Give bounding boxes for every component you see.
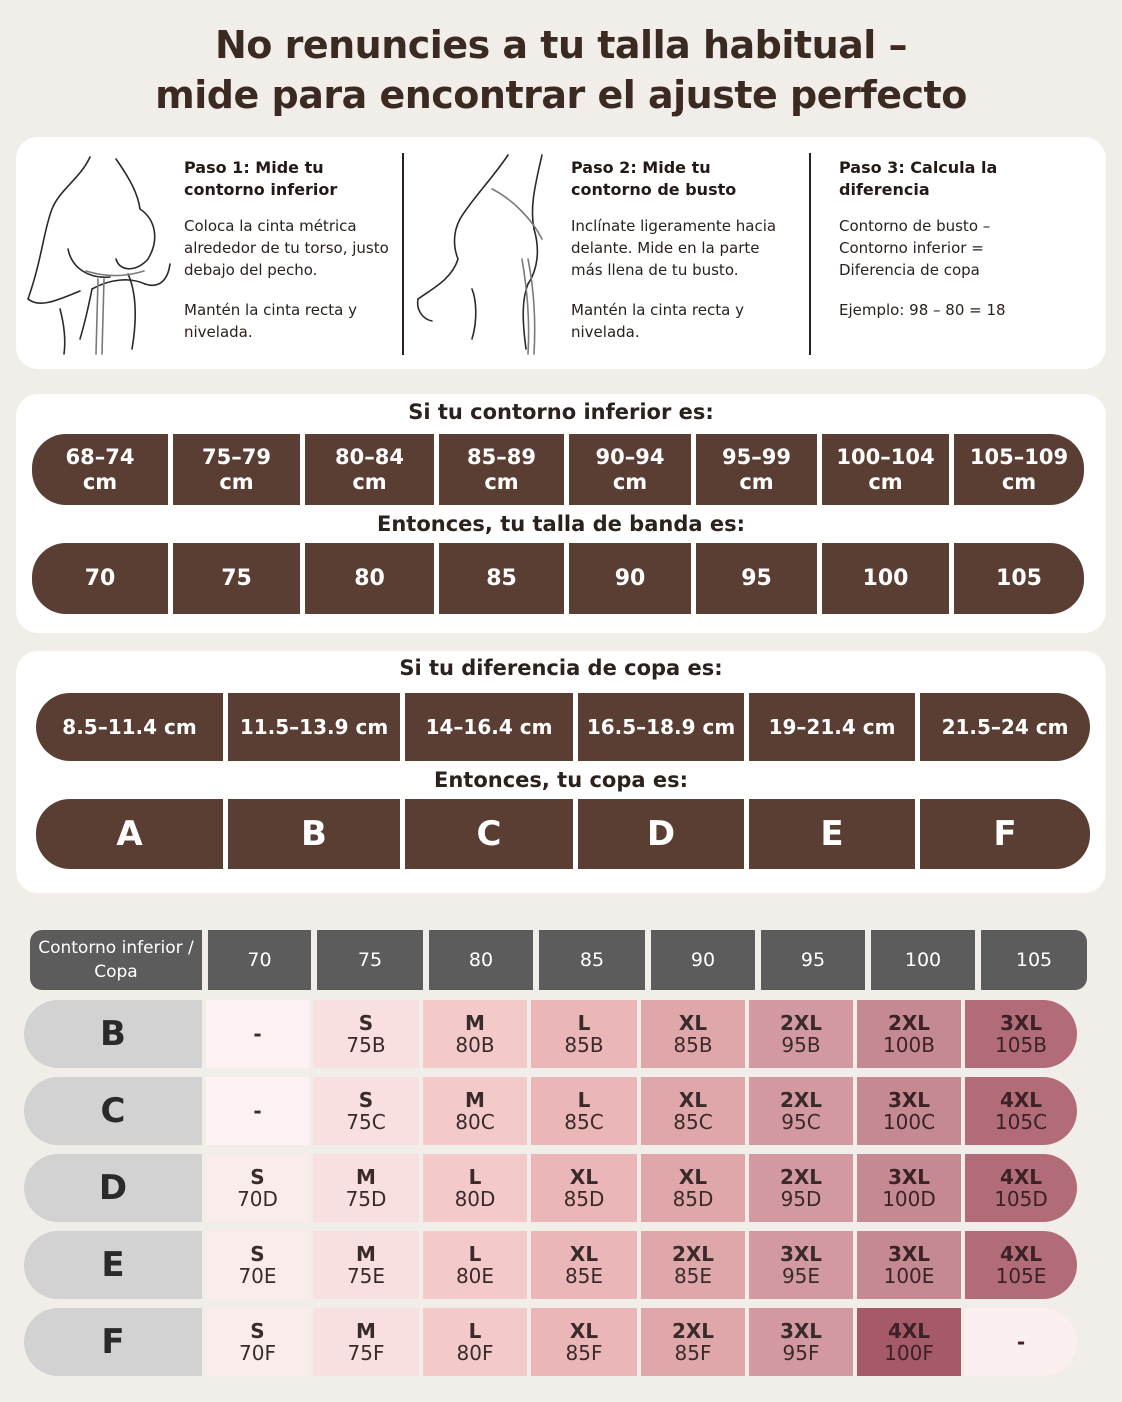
size-code: 75E: [346, 1264, 386, 1288]
title-line-2: mide para encontrar el ajuste perfecto: [155, 73, 967, 117]
size-label: -: [1016, 1330, 1026, 1354]
size-code: 75D: [345, 1187, 387, 1211]
range-unit: cm: [219, 469, 254, 494]
size-cell: [531, 1231, 637, 1299]
underbust-range-pill: [173, 434, 300, 505]
table-row: [24, 1308, 1092, 1376]
measurement-steps-card: [16, 137, 1106, 369]
size-label: 4XL: [999, 1242, 1043, 1266]
size-label: L: [577, 1088, 591, 1112]
band-column-header: 85: [539, 930, 645, 990]
page-title: [0, 20, 1122, 120]
size-cell: [749, 1000, 853, 1068]
size-code: 85D: [672, 1187, 714, 1211]
size-label: XL: [678, 1165, 708, 1189]
band-size-pill: 90: [569, 543, 691, 614]
size-cell: [965, 1000, 1077, 1068]
step-1: [184, 157, 394, 361]
underbust-range-pill: [822, 434, 949, 505]
size-label: 4XL: [999, 1088, 1043, 1112]
band-column-header: 80: [429, 930, 533, 990]
size-code: 75B: [346, 1033, 386, 1057]
size-cell: [423, 1308, 527, 1376]
size-code: 85B: [564, 1033, 604, 1057]
size-label: 3XL: [999, 1011, 1043, 1035]
table-corner-header: Contorno inferior / Copa: [30, 930, 202, 990]
size-label: 3XL: [779, 1319, 823, 1343]
size-label: 3XL: [887, 1242, 931, 1266]
cup-difference-pill: 21.5–24 cm: [920, 693, 1090, 761]
size-code: 70F: [239, 1341, 276, 1365]
table-row: [24, 1000, 1092, 1068]
underbust-range-row: [32, 434, 1084, 505]
size-code: 85F: [565, 1341, 603, 1365]
band-column-header: 70: [208, 930, 311, 990]
cup-letter-pill: D: [578, 799, 744, 869]
range-value: 90–94: [595, 444, 665, 469]
size-cell: [641, 1308, 745, 1376]
step-3-example: Ejemplo: 98 – 80 = 18: [839, 301, 1006, 319]
size-cell: [749, 1308, 853, 1376]
cup-letter-pill: F: [920, 799, 1090, 869]
band-size-row: [32, 543, 1084, 614]
size-cell: [423, 1000, 527, 1068]
size-cell: [313, 1308, 419, 1376]
size-label: S: [250, 1242, 265, 1266]
size-label: 3XL: [779, 1242, 823, 1266]
size-code: 95B: [781, 1033, 821, 1057]
size-cell: [206, 1077, 309, 1145]
size-cell: [423, 1154, 527, 1222]
size-cell: [857, 1000, 961, 1068]
size-cell: [641, 1154, 745, 1222]
size-label: M: [356, 1165, 376, 1189]
size-label: S: [358, 1011, 374, 1035]
title-line-1: No renuncies a tu talla habitual –: [214, 23, 908, 67]
underbust-range-pill: [954, 434, 1084, 505]
cup-row-label: E: [24, 1231, 202, 1299]
cup-difference-pill: 14–16.4 cm: [405, 693, 573, 761]
size-cell: [749, 1231, 853, 1299]
cup-letter-pill: C: [405, 799, 573, 869]
range-value: 68–74: [65, 444, 135, 469]
band-size-pill: 80: [305, 543, 434, 614]
range-value: 95–99: [722, 444, 791, 469]
cup-difference-row: [36, 693, 1090, 761]
size-label: M: [465, 1011, 485, 1035]
size-code: 80E: [455, 1264, 495, 1288]
range-value: 85–89: [467, 444, 536, 469]
size-code: 100E: [883, 1264, 935, 1288]
size-cell: [313, 1000, 419, 1068]
cup-letter-pill: A: [36, 799, 223, 869]
cup-size-card: [16, 651, 1106, 893]
size-cell: [857, 1231, 961, 1299]
cup-letter-pill: E: [749, 799, 915, 869]
band-column-header: 100: [871, 930, 975, 990]
size-code: 85F: [674, 1341, 712, 1365]
size-code: 100F: [884, 1341, 934, 1365]
size-code: 75C: [346, 1110, 386, 1134]
cup-letter-row: [36, 799, 1090, 869]
cup-row-label: D: [24, 1154, 202, 1222]
size-cell: [206, 1308, 309, 1376]
size-cell: [531, 1000, 637, 1068]
step-3: [839, 157, 1089, 339]
size-label: M: [356, 1242, 376, 1266]
size-cell: [423, 1231, 527, 1299]
size-cell: [206, 1154, 309, 1222]
size-label: XL: [569, 1242, 599, 1266]
size-code: 100B: [883, 1033, 935, 1057]
size-code: 85D: [563, 1187, 605, 1211]
size-label: XL: [678, 1011, 708, 1035]
size-cell: [206, 1231, 309, 1299]
size-label: 3XL: [887, 1088, 931, 1112]
size-cell: [749, 1154, 853, 1222]
step-2-text: Inclínate ligeramente hacia delante. Mide en la parte más llena de tu busto.: [571, 217, 777, 279]
size-label: 2XL: [671, 1242, 715, 1266]
size-code: 105D: [994, 1187, 1048, 1211]
range-value: 75–79: [202, 444, 271, 469]
cup-difference-pill: 11.5–13.9 cm: [228, 693, 400, 761]
size-code: 80D: [454, 1187, 496, 1211]
band-column-header: 105: [981, 930, 1087, 990]
step-1-text: Coloca la cinta métrica alrededor de tu torso, justo debajo del pecho.: [184, 217, 389, 279]
cup-difference-pill: 8.5–11.4 cm: [36, 693, 223, 761]
band-column-header: 90: [651, 930, 755, 990]
size-label: L: [468, 1165, 482, 1189]
size-label: 3XL: [887, 1165, 931, 1189]
cup-difference-pill: 16.5–18.9 cm: [578, 693, 744, 761]
range-value: 105–109: [969, 444, 1069, 469]
range-unit: cm: [1001, 469, 1037, 494]
size-label: 4XL: [999, 1165, 1043, 1189]
band-size-card: [16, 394, 1106, 633]
range-unit: cm: [868, 469, 903, 494]
size-label: L: [468, 1242, 482, 1266]
table-row: [24, 1077, 1092, 1145]
band-size-pill: 105: [954, 543, 1084, 614]
range-value: 80–84: [335, 444, 404, 469]
step-2: [571, 157, 786, 361]
step-divider-1: [402, 153, 404, 355]
size-label: 2XL: [671, 1319, 715, 1343]
range-value: 100–104: [836, 444, 935, 469]
size-cell: [206, 1000, 309, 1068]
step-2-note: Mantén la cinta recta y nivelada.: [571, 301, 744, 341]
size-cell: [531, 1308, 637, 1376]
band-column-header: 95: [761, 930, 865, 990]
size-label: S: [250, 1165, 265, 1189]
step-1-note: Mantén la cinta recta y nivelada.: [184, 301, 357, 341]
size-code: 95D: [780, 1187, 822, 1211]
step-1-title: Paso 1: Mide tu contorno inferior: [184, 158, 338, 199]
size-cell: [965, 1308, 1077, 1376]
size-label: XL: [569, 1319, 599, 1343]
size-code: 85E: [673, 1264, 713, 1288]
size-code: 85C: [673, 1110, 713, 1134]
size-label: 4XL: [887, 1319, 931, 1343]
range-unit: cm: [484, 469, 519, 494]
size-label: -: [253, 1022, 262, 1046]
size-code: 95F: [782, 1341, 820, 1365]
size-code: 70D: [237, 1187, 278, 1211]
range-unit: cm: [739, 469, 774, 494]
size-label: -: [253, 1099, 262, 1123]
band-column-header: 75: [317, 930, 423, 990]
size-label: S: [358, 1088, 374, 1112]
underbust-range-pill: [439, 434, 564, 505]
size-cell: [857, 1077, 961, 1145]
size-label: M: [356, 1319, 376, 1343]
range-unit: cm: [612, 469, 648, 494]
cup-letter-pill: B: [228, 799, 400, 869]
step-divider-2: [809, 153, 811, 355]
cup-row-label: C: [24, 1077, 202, 1145]
table-header-row: [30, 930, 1087, 990]
size-code: 80C: [455, 1110, 495, 1134]
size-label: 2XL: [779, 1088, 823, 1112]
underbust-heading: Si tu contorno inferior es:: [408, 400, 714, 424]
band-size-pill: 95: [696, 543, 817, 614]
size-cell: [423, 1077, 527, 1145]
size-cell: [965, 1231, 1077, 1299]
underbust-range-pill: [32, 434, 168, 505]
size-cell: [313, 1231, 419, 1299]
size-label: L: [577, 1011, 591, 1035]
table-row: [24, 1231, 1092, 1299]
underbust-range-pill: [569, 434, 691, 505]
size-code: 105C: [994, 1110, 1048, 1134]
cup-difference-heading: Si tu diferencia de copa es:: [399, 656, 723, 680]
size-cell: [313, 1077, 419, 1145]
size-label: L: [468, 1319, 482, 1343]
range-unit: cm: [82, 469, 118, 494]
size-code: 100D: [882, 1187, 936, 1211]
size-code: 85B: [673, 1033, 713, 1057]
bust-measuring-illustration: [412, 149, 572, 359]
size-code: 85C: [564, 1110, 604, 1134]
size-cell: [965, 1154, 1077, 1222]
table-row: [24, 1154, 1092, 1222]
underbust-measuring-illustration: [20, 149, 180, 359]
size-label: 2XL: [887, 1011, 931, 1035]
band-size-pill: 100: [822, 543, 949, 614]
band-size-pill: 70: [32, 543, 168, 614]
size-label: XL: [678, 1088, 708, 1112]
size-cell: [641, 1077, 745, 1145]
underbust-range-pill: [696, 434, 817, 505]
cup-row-label: B: [24, 1000, 202, 1068]
size-code: 75F: [347, 1341, 385, 1365]
size-cell: [531, 1154, 637, 1222]
size-code: 85E: [564, 1264, 604, 1288]
range-unit: cm: [352, 469, 387, 494]
size-label: M: [465, 1088, 485, 1112]
size-code: 80B: [455, 1033, 495, 1057]
size-cell: [641, 1000, 745, 1068]
size-code: 105E: [995, 1264, 1047, 1288]
size-label: S: [250, 1319, 265, 1343]
size-cell: [857, 1154, 961, 1222]
cup-difference-pill: 19–21.4 cm: [749, 693, 915, 761]
band-size-pill: 75: [173, 543, 300, 614]
step-3-title: Paso 3: Calcula la diferencia: [839, 158, 998, 199]
size-chart-table: [24, 930, 1094, 1380]
step-2-title: Paso 2: Mide tu contorno de busto: [571, 158, 737, 199]
size-code: 80F: [456, 1341, 494, 1365]
size-label: 2XL: [779, 1165, 823, 1189]
size-cell: [313, 1154, 419, 1222]
size-cell: [857, 1308, 961, 1376]
size-code: 100C: [882, 1110, 936, 1134]
size-label: XL: [569, 1165, 599, 1189]
cup-size-heading: Entonces, tu copa es:: [433, 768, 689, 792]
size-cell: [531, 1077, 637, 1145]
band-size-heading: Entonces, tu talla de banda es:: [377, 512, 745, 536]
size-code: 95C: [781, 1110, 821, 1134]
size-code: 95E: [781, 1264, 821, 1288]
size-cell: [641, 1231, 745, 1299]
cup-row-label: F: [24, 1308, 202, 1376]
size-code: 105B: [995, 1033, 1047, 1057]
size-cell: [965, 1077, 1077, 1145]
underbust-range-pill: [305, 434, 434, 505]
band-size-pill: 85: [439, 543, 564, 614]
size-cell: [749, 1077, 853, 1145]
size-code: 70E: [238, 1264, 277, 1288]
size-label: 2XL: [779, 1011, 823, 1035]
step-3-formula: Contorno de busto – Contorno inferior = Diferencia de copa: [839, 217, 991, 279]
